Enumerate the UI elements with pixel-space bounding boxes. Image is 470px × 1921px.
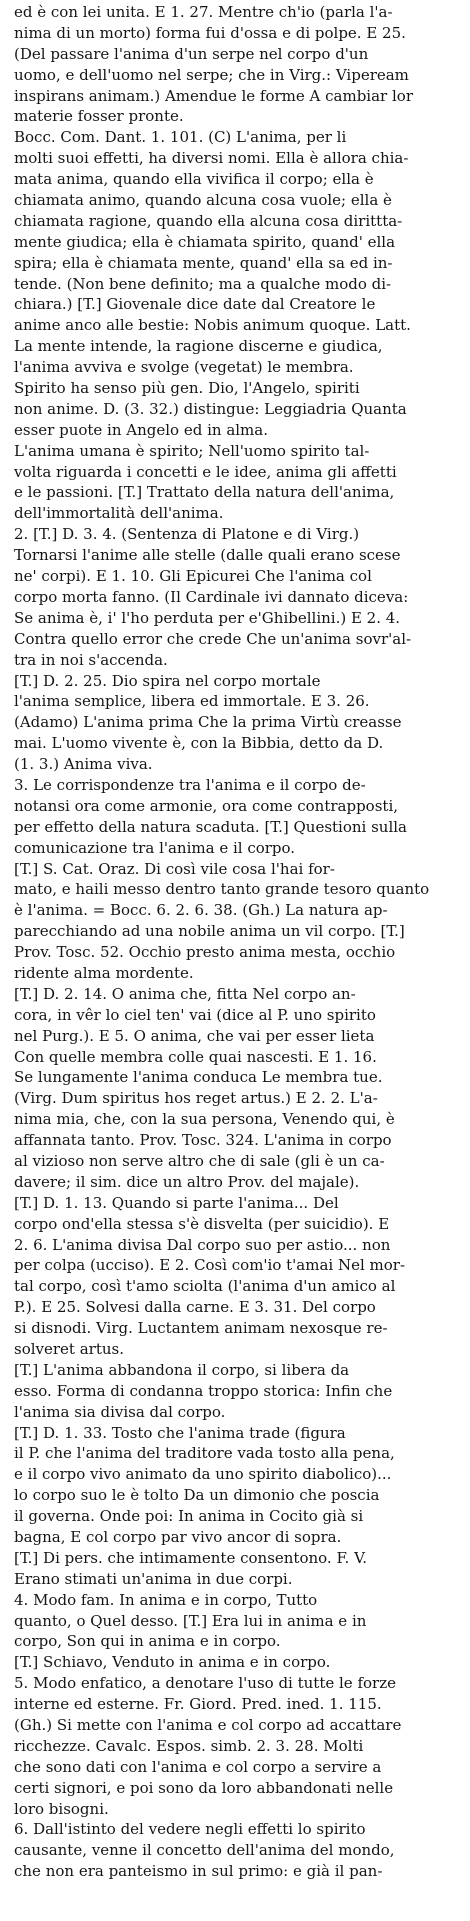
text-line: per colpa (ucciso). E 2. Così com'io t'amai Nel mor- (14, 1256, 406, 1275)
text-line: 2. [T.] D. 3. 4. (Sentenza di Platone e di Virg.) (14, 525, 360, 544)
text-line: 2. 6. L'anima divisa Dal corpo suo per astio... non (14, 1235, 391, 1254)
text-line: il governa. Onde poi: In anima in Cocito già si (14, 1507, 364, 1526)
text-line: non anime. D. (3. 32.) distingue: Leggiadria Quanta (14, 399, 407, 418)
text-line: [T.] S. Cat. Oraz. Di così vile cosa l'hai for- (14, 859, 335, 878)
text-line: l'anima avviva e svolge (vegetat) le membra. (14, 358, 354, 377)
text-line: si disnodi. Virg. Luctantem animam nexosque re- (14, 1319, 388, 1338)
text-line: tal corpo, così t'amo sciolta (l'anima d'un amico al (14, 1277, 396, 1296)
text-line: l'anima sia divisa dal corpo. (14, 1402, 226, 1421)
text-line: Tornarsi l'anime alle stelle (dalle quali erano scese (14, 546, 401, 565)
text-line: tende. (Non bene definito; ma a qualche modo di- (14, 274, 392, 293)
text-line: (Del passare l'anima d'un serpe nel corpo d'un (14, 44, 369, 63)
text-line: P.). E 25. Solvesi dalla carne. E 3. 31. Del corpo (14, 1298, 376, 1317)
text-line: Con quelle membra colle quai nascesti. E 1. 16. (14, 1047, 377, 1066)
text-line: Se anima è, i' l'ho perduta per e'Ghibellini.) E 2. 4. (14, 608, 401, 627)
text-line: il P. che l'anima del traditore vada tosto alla pena, (14, 1444, 395, 1463)
text-line: esso. Forma di condanna troppo storica: Infin che (14, 1381, 393, 1400)
text-line: nima di un morto) forma fui d'ossa e di polpe. E 25. (14, 23, 406, 42)
text-line: molti suoi effetti, ha diversi nomi. Ella è allora chia- (14, 149, 409, 168)
text-line: parecchiando ad una nobile anima un vil corpo. [T.] (14, 922, 405, 941)
text-line: (1. 3.) Anima viva. (14, 755, 153, 774)
text-line: (Virg. Dum spiritus hos reget artus.) E 2. 2. L'a- (14, 1089, 378, 1108)
text-line: al vizioso non serve altro che di sale (gli è un ca- (14, 1151, 385, 1170)
text-line: che sono dati con l'anima e col corpo a servire a (14, 1757, 382, 1776)
text-line: tra in noi s'accenda. (14, 650, 168, 669)
text-line: Prov. Tosc. 52. Occhio presto anima mesta, occhio (14, 943, 396, 962)
text-line: chiamata ragione, quando ella alcuna cosa dirittta- (14, 211, 403, 230)
text-line: materie fosser pronte. (14, 107, 184, 126)
text-line: ricchezze. Cavalc. Espos. simb. 2. 3. 28. Molti (14, 1736, 364, 1755)
text-line: corpo morta fanno. (Il Cardinale ivi dannato diceva: (14, 587, 409, 606)
text-line: affannata tanto. Prov. Tosc. 324. L'anima in corpo (14, 1131, 392, 1150)
text-line: quanto, o Quel desso. [T.] Era lui in anima e in (14, 1611, 367, 1630)
text-line: 4. Modo fam. In anima e in corpo, Tutto (14, 1590, 318, 1609)
text-line: è l'anima. = Bocc. 6. 2. 6. 38. (Gh.) La natura ap- (14, 901, 388, 920)
text-line: spira; ella è chiamata mente, quand' ella sa ed in- (14, 253, 393, 272)
text-line: ne' corpi). E 1. 10. Gli Epicurei Che l'anima col (14, 567, 372, 586)
text-line: lo corpo suo le è tolto Da un dimonio che poscia (14, 1486, 380, 1505)
text-line: per effetto della natura scaduta. [T.] Questioni sulla (14, 817, 408, 836)
text-line: (Adamo) L'anima prima Che la prima Virtù creasse (14, 713, 402, 732)
text-line: 3. Le corrispondenze tra l'anima e il corpo de- (14, 775, 366, 794)
text-line: [T.] D. 1. 13. Quando si parte l'anima... Del (14, 1193, 339, 1212)
text-line: [T.] D. 1. 33. Tosto che l'anima trade (figura (14, 1423, 346, 1442)
text-line: ed è con lei unita. E 1. 27. Mentre ch'io (parla l'a- (14, 3, 393, 21)
text-line: loro bisogni. (14, 1799, 109, 1818)
text-line: l'anima semplice, libera ed immortale. E 3. 26. (14, 692, 370, 711)
text-line: Bocc. Com. Dant. 1. 101. (C) L'anima, per li (14, 128, 347, 147)
text-line: 6. Dall'istinto del vedere negli effetti lo spirito (14, 1820, 366, 1839)
text-line: [T.] Schiavo, Venduto in anima e in corpo. (14, 1653, 331, 1672)
text-line: mente giudica; ella è chiamata spirito, quand' ella (14, 232, 396, 251)
text-line: solveret artus. (14, 1340, 124, 1358)
text-line: esser puote in Angelo ed in alma. (14, 420, 268, 439)
text-line: inspirans animam.) Amendue le forme A cambiar lor (14, 86, 413, 105)
text-line: corpo ond'ella stessa s'è disvelta (per suicidio). E (14, 1214, 390, 1233)
text-line: interne ed esterne. Fr. Giord. Pred. ined. 1. 115. (14, 1695, 382, 1714)
text-line: ridente alma mordente. (14, 963, 194, 982)
text-line: causante, venne il concetto dell'anima del mondo, (14, 1841, 395, 1860)
text-line: cora, in vêr lo ciel ten' vai (dice al P. uno spirito (14, 1005, 376, 1024)
text-line: e il corpo vivo animato da uno spirito diabolico)... (14, 1465, 392, 1484)
text-line: Spirito ha senso più gen. Dio, l'Angelo, spiriti (14, 379, 360, 398)
text-line: mata anima, quando ella vivifica il corpo; ella è (14, 170, 374, 189)
text-line: (Gh.) Si mette con l'anima e col corpo ad accattare (14, 1716, 402, 1735)
text-line: volta riguarda i concetti e le idee, anima gli affetti (14, 462, 397, 481)
text-line: nima mia, che, con la sua persona, Venendo qui, è (14, 1110, 395, 1129)
text-line: chiamata animo, quando alcuna cosa vuole; ella è (14, 191, 392, 210)
text-line: Se lungamente l'anima conduca Le membra tue. (14, 1068, 383, 1087)
text-line: chiara.) [T.] Giovenale dice date dal Creatore le (14, 295, 376, 314)
text-line: [T.] D. 2. 14. O anima che, fitta Nel corpo an- (14, 984, 356, 1003)
text-line: notansi ora come armonie, ora come contrapposti, (14, 796, 399, 815)
text-line: La mente intende, la ragione discerne e giudica, (14, 337, 383, 356)
text-line: Contra quello error che crede Che un'anima sovr'al- (14, 629, 412, 648)
text-line: mato, e haili messo dentro tanto grande tesoro quanto (14, 880, 430, 899)
text-line: anime anco alle bestie: Nobis animum quoque. Latt. (14, 316, 411, 335)
text-line: dell'immortalità dell'anima. (14, 504, 224, 523)
text-line: nel Purg.). E 5. O anima, che vai per esser lieta (14, 1026, 375, 1045)
text-line: [T.] D. 2. 25. Dio spira nel corpo mortale (14, 671, 321, 690)
text-line: [T.] L'anima abbandona il corpo, si libera da (14, 1360, 350, 1379)
text-line: 5. Modo enfatico, a denotare l'uso di tutte le forze (14, 1674, 396, 1693)
text-line: bagna, E col corpo par vivo ancor di sopra. (14, 1528, 342, 1547)
text-line: Erano stimati un'anima in due corpi. (14, 1569, 293, 1588)
text-line: uomo, e dell'uomo nel serpe; che in Virg.: Vipeream (14, 65, 409, 84)
text-line: che non era panteismo in sul primo: e già il pan- (14, 1862, 383, 1881)
text-line: corpo, Son qui in anima e in corpo. (14, 1632, 281, 1651)
text-line: L'anima umana è spirito; Nell'uomo spirito tal- (14, 441, 370, 460)
text-line: comunicazione tra l'anima e il corpo. (14, 838, 296, 857)
text-line: davere; il sim. dice un altro Prov. del majale). (14, 1172, 360, 1191)
text-line: mai. L'uomo vivente è, con la Bibbia, detto da D. (14, 734, 384, 753)
text-line: [T.] Di pers. che intimamente consentono. F. V. (14, 1548, 368, 1567)
text-line: certi signori, e poi sono da loro abbandonati nelle (14, 1778, 394, 1797)
text-line: e le passioni. [T.] Trattato della natura dell'anima, (14, 483, 395, 502)
